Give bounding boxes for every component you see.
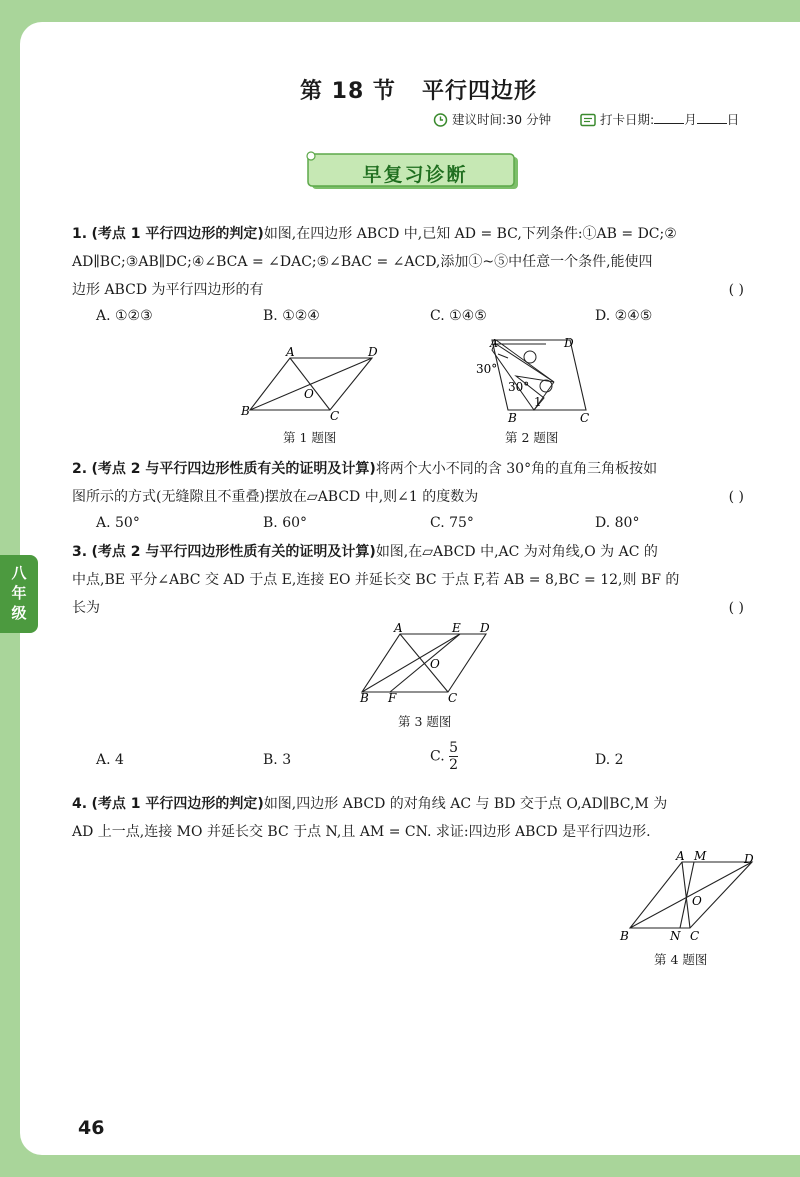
review-banner	[310, 155, 520, 191]
svg-text:E: E	[452, 622, 461, 635]
grade-tab: 八 年 级	[0, 555, 38, 633]
answer-paren: ( )	[728, 282, 744, 298]
option-c: C. $\frac{5}{2}$	[430, 740, 459, 773]
question-4: 4. (考点 1 平行四边形的判定)如图,四边形 ABCD 的对角线 AC 与 BD 交于点 O,AD∥BC,M 为 AD 上一点,连接 MO 并延长交 BC 于点 N,且 AM = CN. 求证:四边形 ABCD 是平行四边形.	[72, 796, 668, 840]
svg-text:F: F	[388, 691, 397, 705]
svg-text:D: D	[480, 622, 490, 635]
svg-text:30°: 30°	[476, 362, 498, 376]
svg-text:D: D	[368, 346, 378, 359]
figure-2	[474, 334, 600, 426]
answer-paren: ( )	[728, 489, 744, 505]
option-b: B. 3	[263, 752, 292, 768]
title-topic: 平行四边形	[421, 79, 537, 104]
svg-text:B: B	[360, 691, 369, 705]
option-b: B. 60°	[263, 515, 308, 531]
option-a: A. 50°	[96, 515, 140, 531]
figure-4	[618, 848, 768, 944]
svg-text:C: C	[690, 929, 700, 943]
option-d: D. ②④⑤	[595, 308, 653, 324]
option-a: A. ①②③	[96, 308, 153, 324]
option-c: C. 75°	[430, 515, 474, 531]
figure-4-caption: 第 4 题图	[654, 952, 708, 967]
svg-text:D: D	[744, 852, 754, 866]
title-section: 第 18 节	[300, 79, 396, 104]
figure-1	[236, 346, 386, 424]
svg-text:O: O	[430, 657, 440, 671]
svg-text:B: B	[508, 411, 517, 425]
option-b: B. ①②④	[263, 308, 320, 324]
svg-text:D: D	[564, 336, 574, 350]
question-2: 2. (考点 2 与平行四边形性质有关的证明及计算)将两个大小不同的含 30°角的直角三角板按如 图所示的方式(无缝隙且不重叠)摆放在▱ABCD 中,则∠1 的度数为 ( )	[72, 455, 762, 511]
svg-text:A: A	[490, 337, 498, 350]
clock-icon	[433, 112, 448, 127]
svg-text:M: M	[694, 849, 707, 863]
checkin-date: 打卡日期: 月 日	[580, 110, 739, 128]
figure-2-caption: 第 2 题图	[505, 430, 559, 445]
section-title	[300, 74, 537, 105]
figure-3	[356, 622, 506, 706]
svg-text:O: O	[304, 387, 314, 401]
svg-text:B: B	[620, 929, 629, 943]
svg-text:30°: 30°	[508, 380, 530, 394]
option-d: D. 80°	[595, 515, 640, 531]
svg-text:B: B	[241, 404, 250, 418]
figure-1-caption: 第 1 题图	[283, 430, 337, 445]
svg-text:C: C	[448, 691, 458, 705]
answer-paren: ( )	[728, 600, 744, 616]
page-number: 46	[78, 1117, 105, 1139]
svg-text:1: 1	[534, 395, 542, 409]
svg-text:N: N	[670, 929, 681, 943]
figure-3-caption: 第 3 题图	[398, 714, 452, 729]
svg-text:C: C	[580, 411, 590, 425]
svg-text:O: O	[692, 894, 702, 908]
option-c: C. ①④⑤	[430, 308, 487, 324]
fraction-five-halves: $\frac{5}{2}$	[449, 740, 459, 773]
calendar-icon	[580, 112, 596, 127]
question-1: 1. (考点 1 平行四边形的判定)如图,在四边形 ABCD 中,已知 AD = BC,下列条件:①AB = DC;② AD∥BC;③AB∥DC;④∠BCA = ∠DAC;⑤∠BAC = ∠ACD,添加①~⑤中任意一个条件,能使四 边形 ABCD 为平行四边形的有 ( )	[72, 220, 762, 304]
suggested-time: 建议时间:30 分钟	[433, 110, 551, 128]
svg-text:A: A	[394, 622, 403, 635]
option-a: A. 4	[96, 752, 124, 768]
question-3: 3. (考点 2 与平行四边形性质有关的证明及计算)如图,在▱ABCD 中,AC 为对角线,O 为 AC 的 中点,BE 平分∠ABC 交 AD 于点 E,连接 EO 并延长交 BC 于点 F,若 AB = 8,BC = 12,则 BF 的 长为 ( )	[72, 538, 762, 622]
svg-text:A: A	[676, 849, 685, 863]
banner-text: 早复习诊断	[362, 164, 468, 186]
svg-text:A: A	[286, 346, 295, 359]
option-d: D. 2	[595, 752, 624, 768]
svg-text:C: C	[330, 409, 340, 423]
